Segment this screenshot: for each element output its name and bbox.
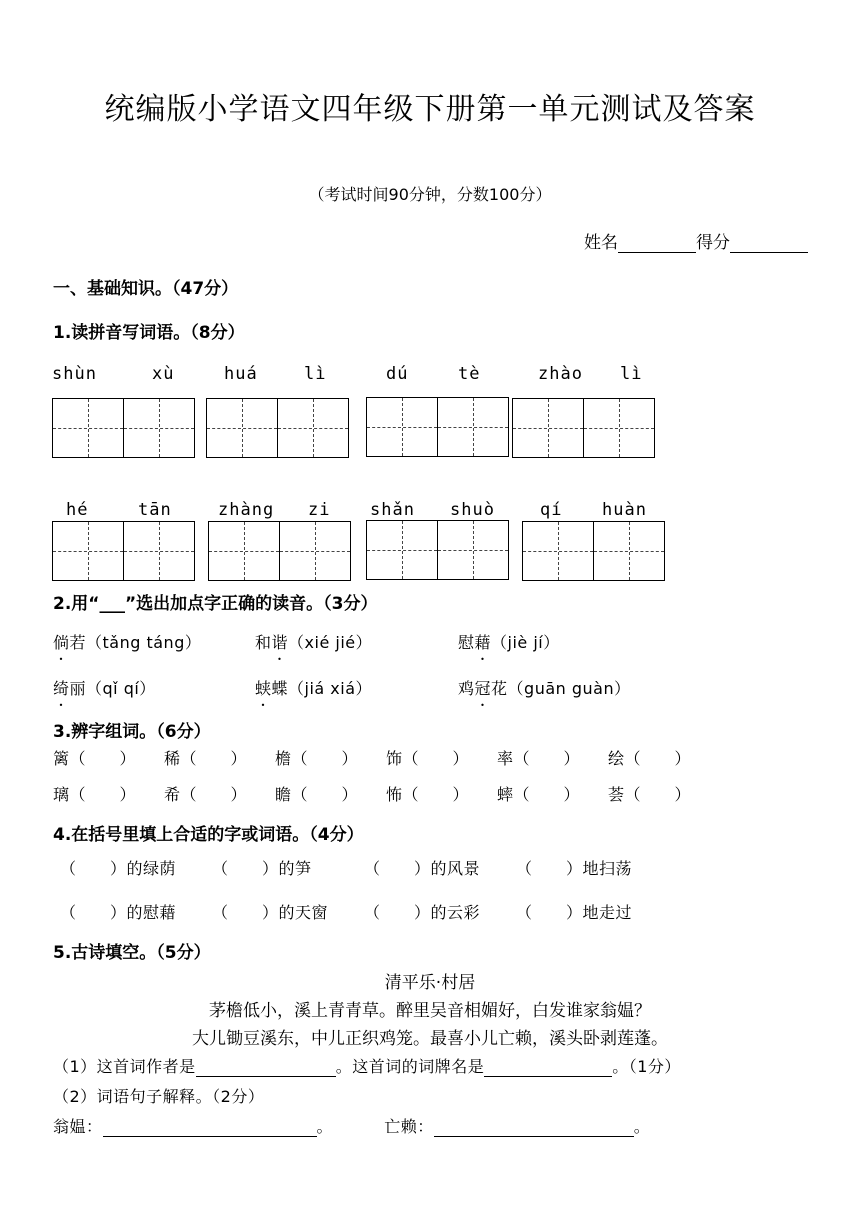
word-group[interactable]: 绘（ ）: [608, 749, 692, 768]
pinyin: zhào: [538, 364, 583, 384]
word-group[interactable]: 怖（ ）: [386, 785, 470, 804]
reading-item: 绮丽（qǐ qí）: [53, 679, 156, 698]
word-group[interactable]: 檐（ ）: [275, 749, 359, 768]
reading-item: 倘若（tǎng táng）: [53, 633, 202, 652]
fill-blank[interactable]: （ ）的云彩: [364, 903, 481, 922]
word-group[interactable]: 饰（ ）: [386, 749, 470, 768]
page-title: 统编版小学语文四年级下册第一单元测试及答案: [104, 92, 756, 127]
word-group[interactable]: 璃（ ）: [53, 785, 137, 804]
fill-blank[interactable]: （ ）的绿荫: [60, 859, 177, 878]
reading-item: 慰藉（jiè jí）: [458, 633, 560, 652]
author-blank[interactable]: [196, 1060, 336, 1077]
name-blank[interactable]: [618, 236, 696, 253]
poem-line: 茅檐低小，溪上青青草。醉里吴音相媚好，白发谁家翁媪？: [209, 1001, 651, 1021]
word-group[interactable]: 蟀（ ）: [497, 785, 581, 804]
term-row: 翁媪： 。 亡赖： 。: [53, 1117, 651, 1136]
q5-heading: 5.古诗填空。（5分）: [53, 943, 211, 963]
word-group[interactable]: 篱（ ）: [53, 749, 137, 768]
word-group[interactable]: 稀（ ）: [164, 749, 248, 768]
name-score-bar: [584, 228, 808, 253]
q5-sub2: （2）词语句子解释。（2分）: [53, 1087, 265, 1106]
pinyin: huàn: [602, 500, 647, 520]
q3-heading: 3.辨字组词。（6分）: [53, 722, 211, 742]
fill-blank[interactable]: （ ）地扫荡: [516, 859, 633, 878]
pinyin: shùn: [52, 364, 97, 384]
term2-blank[interactable]: [434, 1120, 634, 1137]
writing-grid-8[interactable]: [522, 521, 663, 581]
pinyin: zi: [308, 500, 331, 520]
exam-info: （考试时间90分钟，分数100分）: [308, 185, 552, 204]
writing-grid-4[interactable]: [512, 398, 653, 458]
reading-item: 鸡冠花（guān guàn）: [458, 679, 631, 698]
section-1-heading: 一、基础知识。（47分）: [53, 279, 239, 299]
q5-sub1: （1）这首词作者是 。这首词的词牌名是 。（1分）: [53, 1057, 681, 1076]
reading-item: 和谐（xié jié）: [255, 633, 373, 652]
pinyin: xù: [152, 364, 175, 384]
fill-blank[interactable]: （ ）地走过: [516, 903, 633, 922]
term1-blank[interactable]: [103, 1120, 317, 1137]
fill-blank[interactable]: （ ）的天窗: [212, 903, 329, 922]
writing-grid-5[interactable]: [52, 521, 193, 581]
pinyin: lì: [304, 364, 327, 384]
pinyin: shǎn: [370, 500, 415, 520]
q4-heading: 4.在括号里填上合适的字或词语。（4分）: [53, 825, 364, 845]
q1-heading: 1.读拼音写词语。（8分）: [53, 323, 245, 343]
pinyin: qí: [540, 500, 563, 520]
writing-grid-7[interactable]: [366, 520, 507, 580]
q2-heading: 2.用“___”选出加点字正确的读音。（3分）: [53, 594, 378, 614]
cipai-blank[interactable]: [484, 1060, 612, 1077]
word-group[interactable]: 希（ ）: [164, 785, 248, 804]
pinyin: zhàng: [218, 500, 275, 520]
name-label: 姓名: [584, 233, 618, 253]
writing-grid-2[interactable]: [206, 398, 347, 458]
word-group[interactable]: 荟（ ）: [608, 785, 692, 804]
word-group[interactable]: 瞻（ ）: [275, 785, 359, 804]
pinyin: tān: [138, 500, 172, 520]
writing-grid-3[interactable]: [366, 397, 507, 457]
pinyin: dú: [386, 364, 409, 384]
fill-blank[interactable]: （ ）的慰藉: [60, 903, 177, 922]
poem-line: 大儿锄豆溪东，中儿正织鸡笼。最喜小儿亡赖，溪头卧剥莲蓬。: [192, 1029, 668, 1049]
fill-blank[interactable]: （ ）的笋: [212, 859, 312, 878]
pinyin: hé: [66, 500, 89, 520]
pinyin: tè: [458, 364, 481, 384]
pinyin: lì: [620, 364, 643, 384]
score-label: 得分: [696, 233, 730, 253]
score-blank[interactable]: [730, 236, 808, 253]
pinyin: shuò: [450, 500, 495, 520]
poem-title: 清平乐·村居: [384, 973, 476, 993]
writing-grid-6[interactable]: [208, 521, 349, 581]
pinyin: huá: [224, 364, 258, 384]
reading-item: 蛱蝶（jiá xiá）: [255, 679, 373, 698]
word-group[interactable]: 率（ ）: [497, 749, 581, 768]
fill-blank[interactable]: （ ）的风景: [364, 859, 481, 878]
writing-grid-1[interactable]: [52, 398, 193, 458]
